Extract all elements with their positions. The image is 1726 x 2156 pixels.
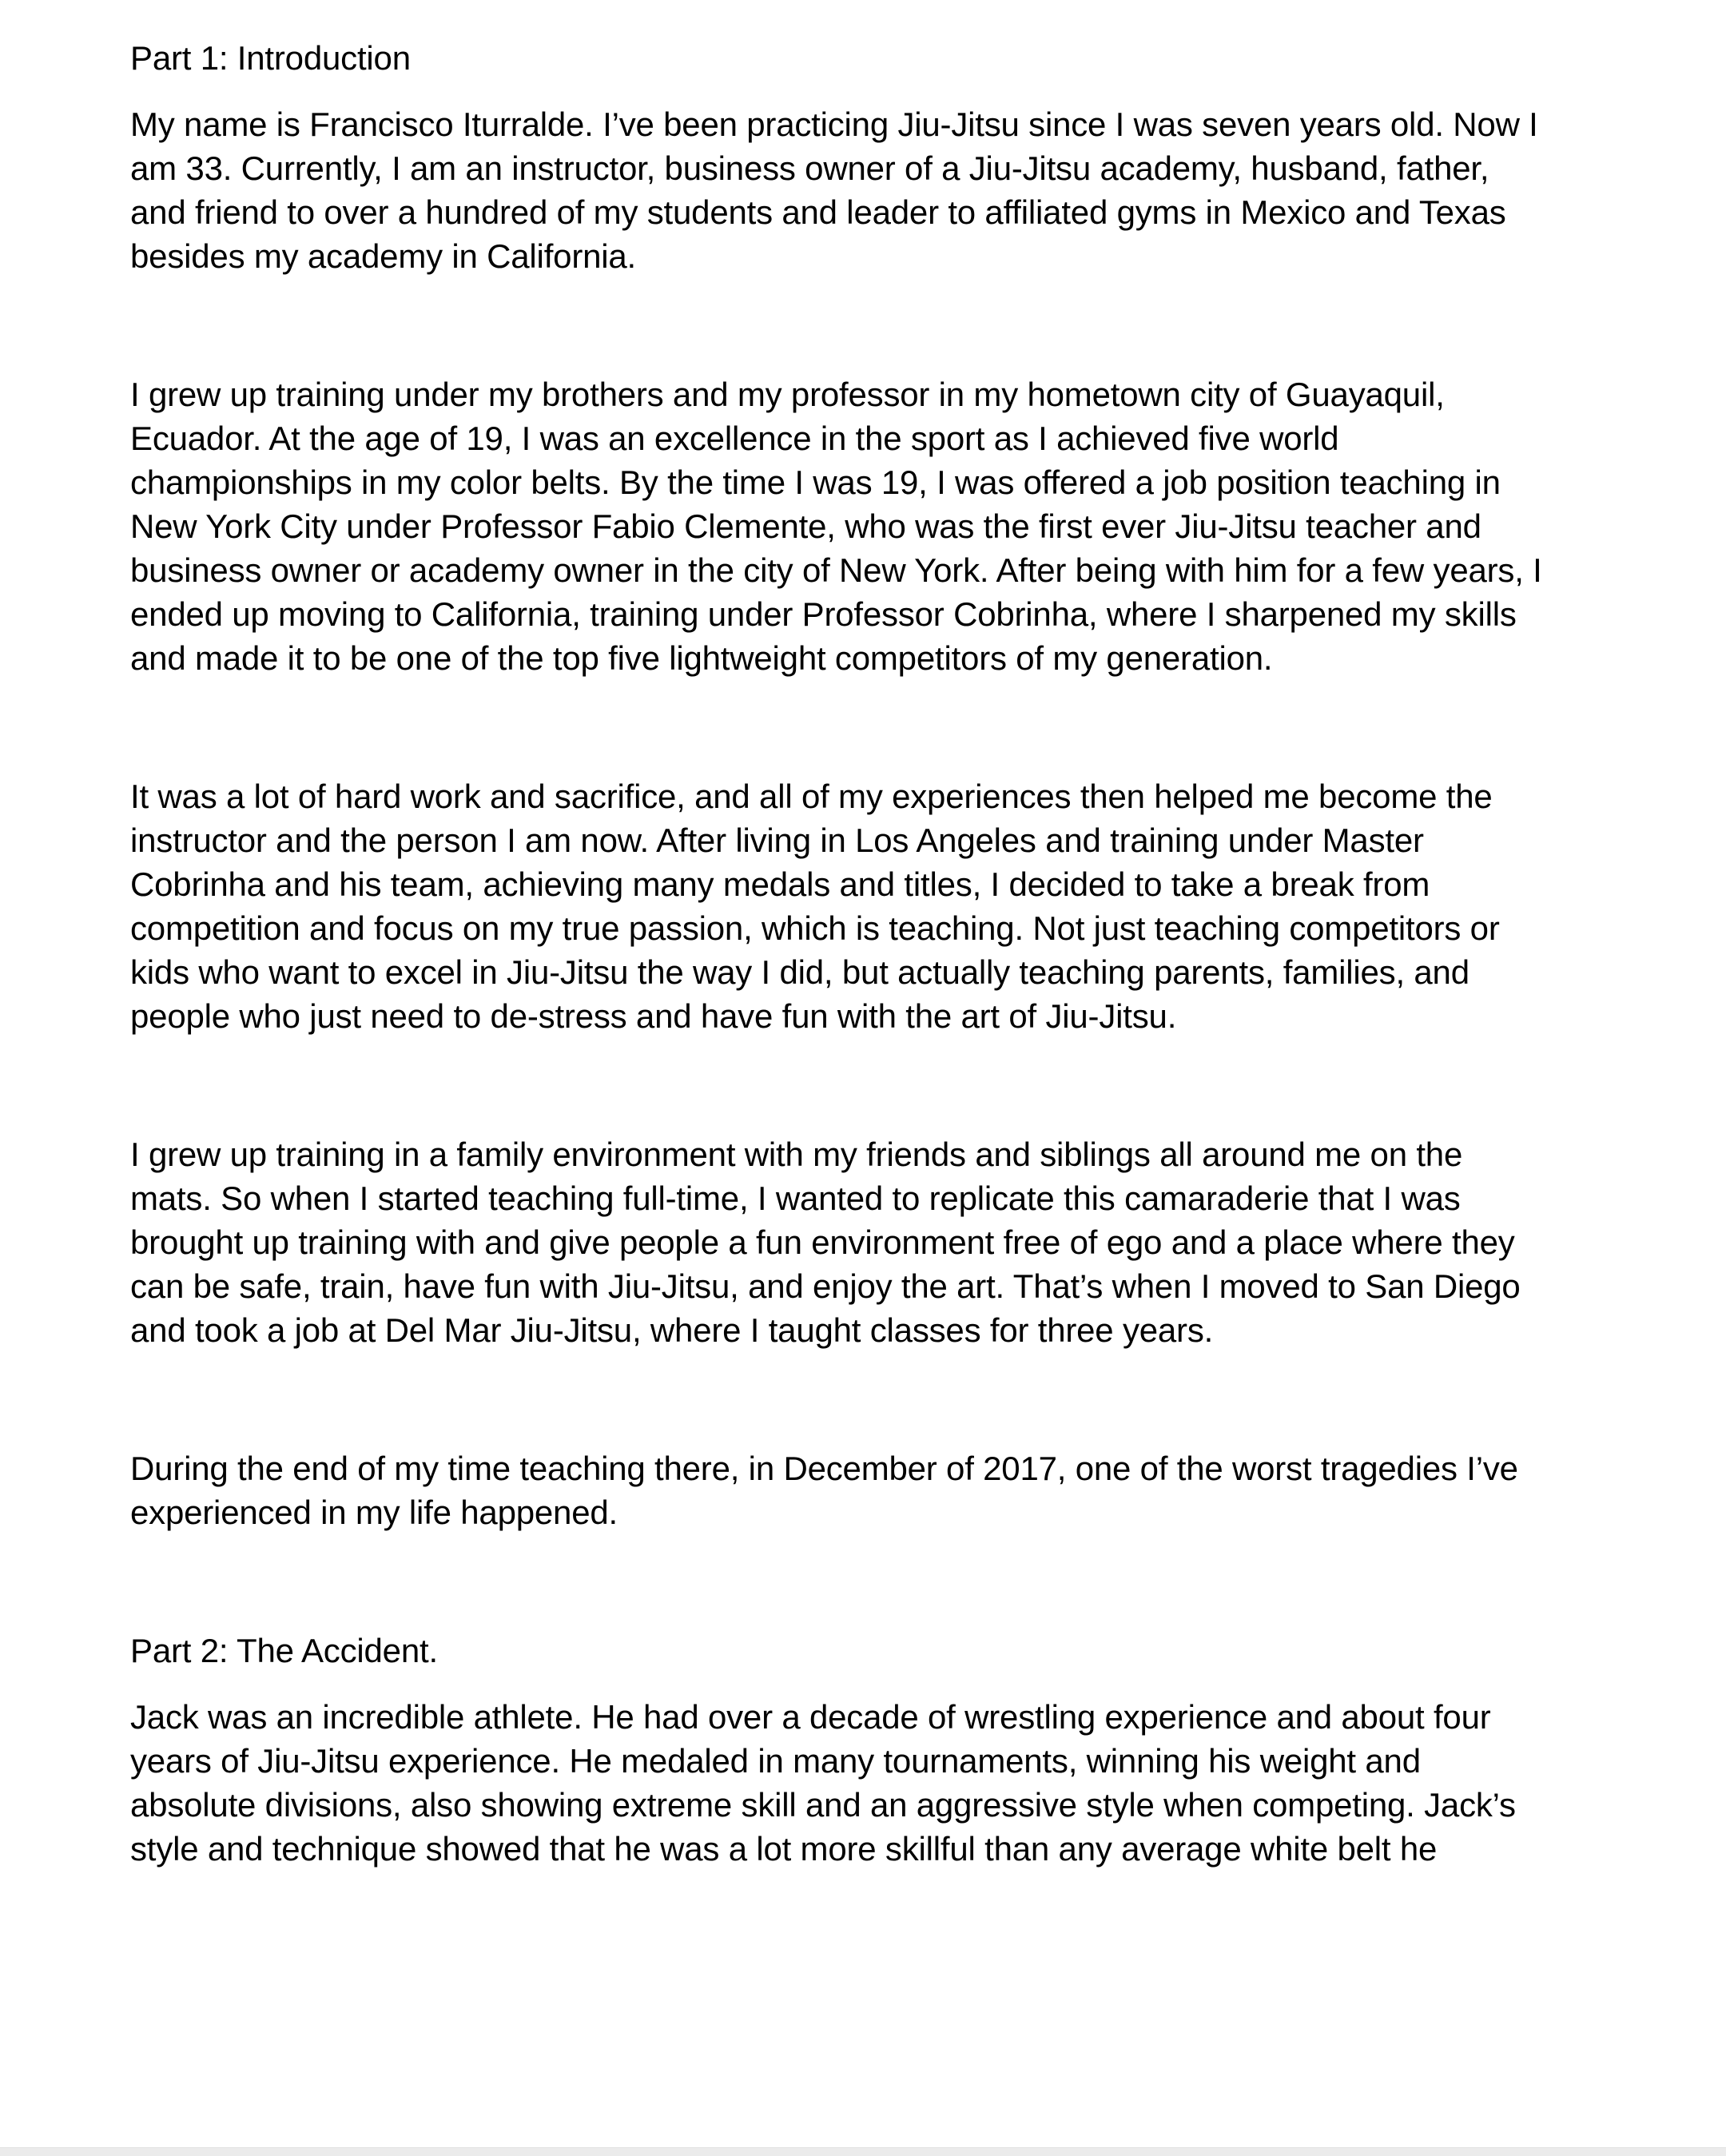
text-line: competition and focus on my true passion, which is teaching. Not just teaching competitors or	[130, 909, 1500, 947]
text-line: and friend to over a hundred of my students and leader to affiliated gyms in Mexico and Texas	[130, 193, 1506, 231]
intro-paragraph-4	[130, 1132, 1625, 1352]
text-line: Part 1: Introduction	[130, 39, 411, 77]
text-line: kids who want to excel in Jiu-Jitsu the way I did, but actually teaching parents, families, and	[130, 953, 1469, 991]
intro-paragraph-1	[130, 102, 1625, 278]
text-line: Part 2: The Accident.	[130, 1632, 438, 1669]
text-line: experienced in my life happened.	[130, 1494, 618, 1531]
text-line: am 33. Currently, I am an instructor, business owner of a Jiu-Jitsu academy, husband, father,	[130, 149, 1489, 187]
text-line: years of Jiu-Jitsu experience. He medaled in many tournaments, winning his weight and	[130, 1742, 1421, 1780]
accident-paragraph-1	[130, 1695, 1625, 1871]
text-line: During the end of my time teaching there, in December of 2017, one of the worst tragedies I’ve	[130, 1450, 1518, 1487]
text-line: style and technique showed that he was a lot more skillful than any average white belt he	[130, 1830, 1438, 1868]
text-line: people who just need to de-stress and have fun with the art of Jiu-Jitsu.	[130, 997, 1177, 1035]
text-line: besides my academy in California.	[130, 237, 637, 275]
text-line: ended up moving to California, training under Professor Cobrinha, where I sharpened my skills	[130, 595, 1517, 633]
text-line: Jack was an incredible athlete. He had over a decade of wrestling experience and about four	[130, 1698, 1491, 1736]
text-line: business owner or academy owner in the city of New York. After being with him for a few years, I	[130, 551, 1542, 589]
text-line: instructor and the person I am now. After living in Los Angeles and training under Master	[130, 821, 1424, 859]
part-2-heading	[130, 1629, 1625, 1673]
text-line: It was a lot of hard work and sacrifice, and all of my experiences then helped me become the	[130, 778, 1493, 815]
text-line: mats. So when I started teaching full-time, I wanted to replicate this camaraderie that I was	[130, 1179, 1461, 1217]
intro-paragraph-3	[130, 774, 1625, 1038]
text-line: Cobrinha and his team, achieving many medals and titles, I decided to take a break from	[130, 865, 1430, 903]
text-line: My name is Francisco Iturralde. I’ve been practicing Jiu-Jitsu since I was seven years old. Now I	[130, 105, 1538, 143]
text-line: I grew up training under my brothers and my professor in my hometown city of Guayaquil,	[130, 376, 1445, 413]
intro-paragraph-5	[130, 1446, 1625, 1534]
text-line: brought up training with and give people a fun environment free of ego and a place where they	[130, 1223, 1515, 1261]
text-line: New York City under Professor Fabio Clemente, who was the first ever Jiu-Jitsu teacher and	[130, 507, 1481, 545]
text-line: and took a job at Del Mar Jiu-Jitsu, where I taught classes for three years.	[130, 1311, 1214, 1349]
text-line: Ecuador. At the age of 19, I was an excellence in the sport as I achieved five world	[130, 420, 1339, 457]
bottom-bar	[0, 2147, 1726, 2156]
text-line: absolute divisions, also showing extreme skill and an aggressive style when competing. Jack’s	[130, 1786, 1516, 1824]
intro-paragraph-2	[130, 372, 1625, 680]
text-line: can be safe, train, have fun with Jiu-Jitsu, and enjoy the art. That’s when I moved to San Diego	[130, 1267, 1521, 1305]
document-content	[130, 36, 1625, 1871]
text-line: I grew up training in a family environment with my friends and siblings all around me on the	[130, 1136, 1463, 1173]
part-1-heading	[130, 36, 1625, 80]
text-line: championships in my color belts. By the time I was 19, I was offered a job position teaching in	[130, 463, 1501, 501]
text-line: and made it to be one of the top five lightweight competitors of my generation.	[130, 639, 1273, 677]
